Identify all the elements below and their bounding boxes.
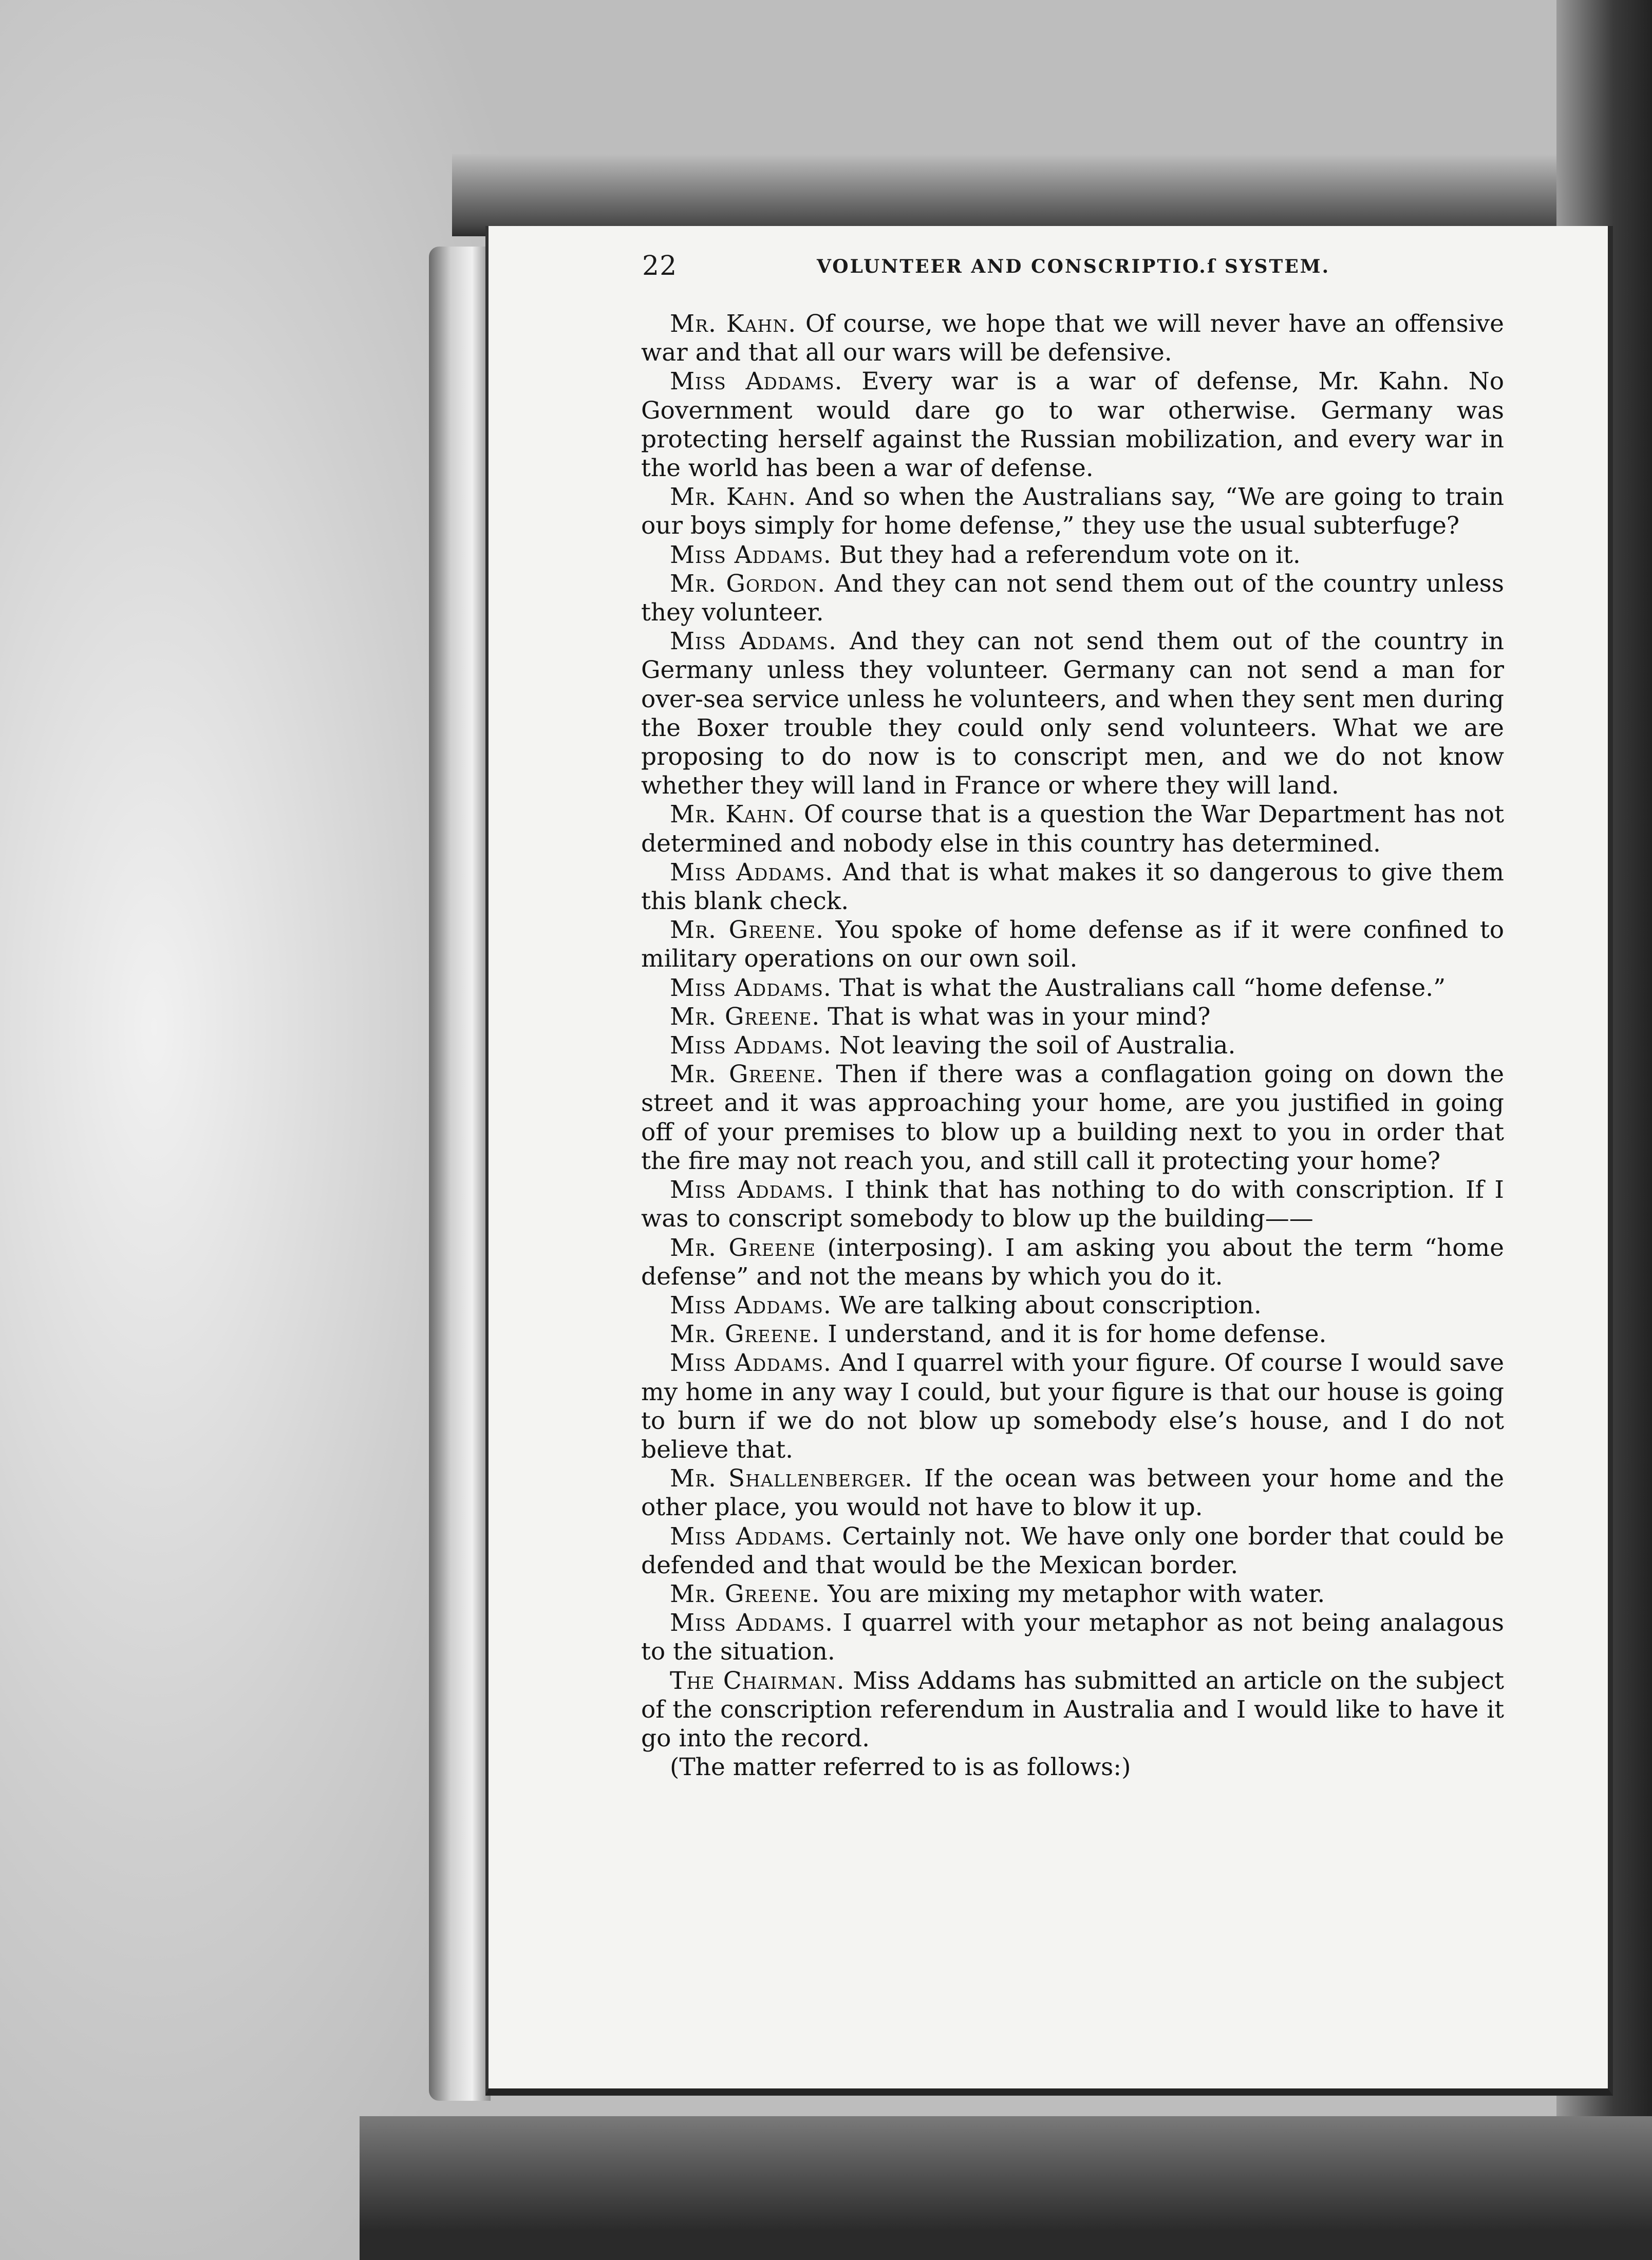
paragraph [641,974,1504,1003]
speaker-name: Mr. Shallenberger. [670,1464,913,1493]
speaker-name: Miss Addams. [670,1609,834,1637]
scan-shadow-bottom [360,2116,1652,2260]
speaker-name: Miss Addams. [670,1176,835,1204]
paragraph [641,1031,1504,1060]
paragraph [641,1060,1504,1176]
paragraph-text: But they had a referendum vote on it. [831,540,1301,569]
paragraph-text: I think that has nothing to do with conscription. If I was to conscript somebody to blow up the building—— [641,1176,1504,1233]
paragraph [641,1234,1504,1291]
paragraph-text: And I quarrel with your figure. Of course I would save my home in any way I could, but your figure is that our house is going to burn if we do not blow up somebody else’s house, and I do not believe that. [641,1349,1505,1464]
speaker-name: Mr. Greene [670,1233,816,1262]
speaker-name: Mr. Kahn. [670,800,796,829]
paragraph-text: (interposing). I am asking you about the term “home defense” and not the means by which you do it. [641,1233,1504,1291]
paragraph-text: We are talking about conscription. [831,1291,1262,1320]
paragraph-text: (The matter referred to is as follows:) [670,1753,1131,1782]
speaker-name: Miss Addams. [670,367,843,396]
paragraph-text: Every war is a war of defense, Mr. Kahn. No Government would dare go to war otherwise. Germany was protecting herself against the Russian mobilization, and every war in the world has been a war of defense. [641,367,1504,483]
paragraph-text: You spoke of home defense as if it were confined to military operations on our own soil. [641,916,1505,973]
speaker-name: Miss Addams. [670,540,832,569]
paragraph [641,627,1504,800]
paragraph-text: And that is what makes it so dangerous to give them this blank check. [641,858,1504,916]
page-header [642,251,1505,281]
paragraph [641,310,1504,367]
page-number: 22 [642,251,678,281]
paragraph-text: Then if there was a conflagation going on down the street and it was approaching your home, are you justified in going off of your premises to blow up a building next to you in order that the fire may not reach you, and still call it protecting your home? [641,1060,1505,1175]
paragraph-text: That is what the Australians call “home defense.” [831,973,1446,1002]
speaker-name: Miss Addams. [670,1291,832,1320]
transcript-body [641,310,1504,1782]
paragraph-text: And they can not send them out of the country unless they volunteer. [641,569,1504,627]
scan-shadow-top [452,154,1634,236]
paragraph [641,1320,1504,1349]
paragraph-text: Of course, we hope that we will never have an offensive war and that all our wars will be defensive. [641,310,1504,367]
paragraph-text: If the ocean was between your home and the other place, you would not have to blow it up. [641,1464,1505,1522]
paragraph [641,1609,1504,1666]
paragraph [641,541,1504,570]
paragraph [641,483,1504,540]
paragraph [641,800,1504,858]
speaker-name: Miss Addams. [670,973,832,1002]
speaker-name: Miss Addams. [670,627,837,656]
speaker-name: Mr. Kahn. [670,483,797,512]
paragraph [641,1580,1504,1609]
paragraph-text: And so when the Australians say, “We are going to train our boys simply for home defense,” they use the usual subterfuge? [641,483,1504,540]
speaker-name: Mr. Greene. [670,916,824,945]
paragraph [641,1522,1504,1580]
paragraph [641,1753,1504,1782]
paragraph [641,1667,1504,1754]
paragraph-text: You are mixing my metaphor with water. [820,1579,1325,1608]
speaker-name: Mr. Greene. [670,1002,820,1031]
speaker-name: Mr. Kahn. [670,310,797,338]
paragraph [641,1291,1504,1320]
paragraph [641,916,1504,973]
book-page-edges [429,247,491,2101]
paragraph [641,1003,1504,1031]
paragraph-text: I understand, and it is for home defense. [820,1320,1327,1349]
speaker-name: The Chairman. [670,1666,845,1695]
paragraph [641,367,1504,483]
running-title: VOLUNTEER AND CONSCRIPTIO.ſ SYSTEM. [817,256,1330,277]
paragraph-text: That is what was in your mind? [820,1002,1211,1031]
speaker-name: Miss Addams. [670,1031,832,1060]
paragraph [641,858,1504,916]
speaker-name: Mr. Greene. [670,1060,824,1089]
paragraph-text: Miss Addams has submitted an article on the subject of the conscription referendum in Australia and I would like to have it go into the record. [641,1666,1504,1753]
paragraph [641,1176,1504,1233]
paragraph-text: Certainly not. We have only one border that could be defended and that would be the Mexican border. [641,1522,1504,1579]
paragraph [641,1349,1504,1464]
speaker-name: Miss Addams. [670,1522,833,1551]
paragraph-text: And they can not send them out of the country in Germany unless they volunteer. Germany can not send a man for over-sea service unless he volunteers, and when they sent men during the Boxer trouble they could only send volunteers. What we are proposing to do now is to conscript men, and we do not know whether they will land in France or where they will land. [641,627,1504,800]
speaker-name: Miss Addams. [670,858,834,887]
paragraph-text: Not leaving the soil of Australia. [831,1031,1236,1060]
speaker-name: Mr. Gordon. [670,569,826,598]
speaker-name: Mr. Greene. [670,1320,820,1349]
paragraph-text: Of course that is a question the War Department has not determined and nobody else in this country has determined. [641,800,1504,858]
paragraph [641,1464,1504,1522]
speaker-name: Miss Addams. [670,1349,832,1378]
speaker-name: Mr. Greene. [670,1579,820,1608]
paragraph-text: I quarrel with your metaphor as not being analagous to the situation. [641,1609,1504,1666]
paragraph [641,570,1504,627]
